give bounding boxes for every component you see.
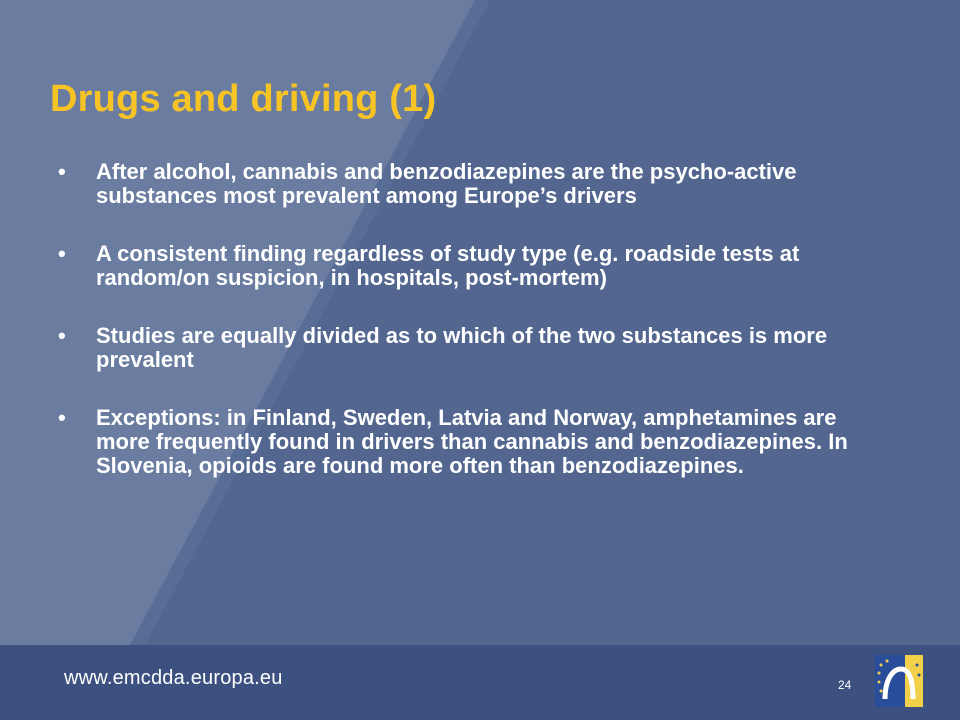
bullet-text: After alcohol, cannabis and benzodiazepines are the psycho-active substances most prevalent among Europe’s drivers (96, 159, 797, 208)
slide-title: Drugs and driving (1) (50, 78, 437, 120)
footer-url-link[interactable]: www.emcdda.europa.eu (64, 667, 283, 689)
bullet-item (58, 406, 888, 478)
emcdda-logo-icon (875, 655, 923, 707)
footer-bar (0, 645, 960, 720)
bullet-marker: • (58, 241, 66, 266)
bullet-item (58, 324, 888, 372)
bullet-marker: • (58, 323, 66, 348)
bullet-text: A consistent finding regardless of study type (e.g. roadside tests at random/on suspicion, in hospitals, post-mortem) (96, 241, 800, 290)
bullet-marker: • (58, 159, 66, 184)
bullet-text: Exceptions: in Finland, Sweden, Latvia and Norway, amphetamines are more frequently found in drivers than cannabis and benzodiazepines. In Slovenia, opioids are found more often than benzodiazepines. (96, 405, 848, 478)
bullet-item (58, 242, 888, 290)
bullet-marker: • (58, 405, 66, 430)
bullet-list (58, 160, 888, 512)
bullet-text: Studies are equally divided as to which of the two substances is more prevalent (96, 323, 828, 372)
page-number: 24 (838, 678, 852, 692)
bullet-item (58, 160, 888, 208)
